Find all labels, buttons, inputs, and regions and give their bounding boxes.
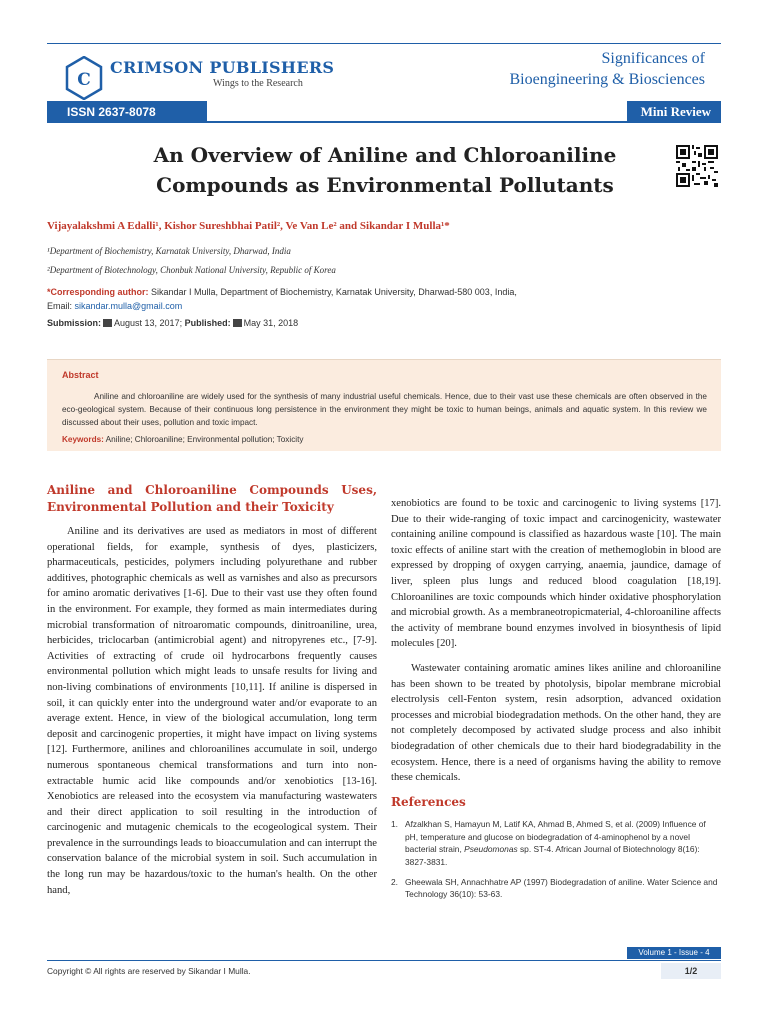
calendar-icon: [103, 319, 112, 327]
keywords-text: Aniline; Chloroaniline; Environmental pollution; Toxicity: [103, 435, 304, 444]
article-title-line2: Compounds as Environmental Pollutants: [156, 173, 614, 197]
reference-italic: Pseudomonas: [464, 844, 518, 855]
reference-text-end: sp. ST-4. African Journal of Biotechnology 8(16): 3827-3831.: [405, 844, 700, 867]
corresponding-author-label: *Corresponding author:: [47, 287, 149, 297]
crimson-logo-icon: [65, 56, 103, 100]
author-list: Vijayalakshmi A Edalli¹, Kishor Sureshbhai Patil², Ve Van Le² and Sikandar I Mulla¹*: [47, 220, 450, 232]
corresponding-author: [47, 285, 667, 313]
article-title-line1: An Overview of Aniline and Chloroaniline: [153, 143, 617, 167]
copyright-notice: Copyright © All rights are reserved by Sikandar I Mulla.: [47, 966, 251, 976]
abstract-heading: Abstract: [62, 370, 99, 380]
svg-text:C: C: [77, 70, 91, 90]
published-label: Published:: [184, 318, 231, 328]
article-title: [110, 140, 660, 200]
article-dates: [47, 318, 298, 328]
journal-name: [509, 48, 705, 90]
reference-text: Afzalkhan S, Hamayun M, Latif KA, Ahmad B, Ahmed S, et al. (2009) Influence of pH, temperature and glucose on biodegradation of 4-aminophenol by a novel bacterial strain,: [405, 819, 706, 855]
body-paragraph: xenobiotics are found to be toxic and carcinogenic to living systems [17]. Due to their wide-ranging of toxic impact and carcinogenicity, wastewater containing aniline compound is classified as hazardous waste [10]. The main toxic effects of aniline start with the creation of methemoglobin in blood are expressed by dropping of oxygen carrying, anaemia, jaundice, damage of liver, spleen plus lungs and reduced blood coagulation [18,19]. Chloroanilines are toxic compounds which hinder oxidative phosphorylation and microbial growth. As a membraneotropicmaterial, 4-chloroaniline affects the activity of membrane bound enzymes involved in biosynthesis of lipid molecules [20].: [391, 498, 721, 650]
references-heading: References: [391, 794, 466, 809]
affiliation-1: ¹Department of Biochemistry, Karnatak University, Dharwad, India: [47, 246, 291, 256]
submission-label: Submission:: [47, 318, 102, 328]
left-column: [47, 482, 377, 907]
affiliation-2: ²Department of Biotechnology, Chonbuk National University, Republic of Korea: [47, 265, 336, 275]
journal-name-line1: Significances of: [601, 50, 705, 67]
published-date: May 31, 2018: [243, 318, 299, 328]
body-paragraph: Wastewater containing aromatic amines likes aniline and chloroaniline has been shown to be treated by photolysis, bipolar membrane microbial electrolysis cell-Fenton system, resin adsorption, advanced oxidation processes and microbial biodegradation methods. On the other hand, they are not completely decomposed by activated sludge process and also inhibit biodegradation of other chemicals due to their hard biodegradability in the ecosystem. Hence, there is a need of organisms having the ability to remove these chemicals.: [391, 662, 721, 784]
volume-issue-label: Volume 1 - Issue - 4: [627, 947, 721, 959]
keywords: [62, 435, 304, 444]
publisher-brand: CRIMSON PUBLISHERS: [110, 58, 335, 77]
journal-name-line2: Bioengineering & Biosciences: [509, 71, 705, 88]
reference-number: 1.: [391, 819, 398, 830]
bar-spacer: [207, 101, 627, 123]
calendar-icon: [233, 319, 242, 327]
body-paragraph: Aniline and its derivatives are used as mediators in most of different operational fields, for example, synthesis of dyes, plasticizers, pharmaceuticals, pesticides, polymers including polyurethane and rubber additives, photographic chemicals as well as varnishes and also as precursors for amino aromatic derivatives [1-6]. Due to their vast use they often found in the environment. For example, they formed as main intermediates during microbial transformation of nitroaromatic compounds, dinitroaniline, urea, herbicides, triclocarban (antimicrobial agent) and nitropyrenes etc., [7-9]. Activities of extracting of crude oil hydrocarbons frequently causes environmental pollution which might leads to unsafe results for living and non-living combinations of environments [10,11]. If aniline is dispersed in soil, it can quickly enter into the underground water and/or evaporate to an average extent. Hence, in view of the biological accumulation, long term deposit and carcinogenic properties, it might have impact on living systems [12]. Furthermore, anilines and chloroanilines accumulate in soil, undergo numerous spontaneous chemical transformations and turn into non-extractable humic acid like compounds and/or xenobiotics [13-16]. Xenobiotics are released into the ecosystem via manufacturing wastewaters and their direct application to soil resulting in the introduction of carcinogenic and mutagenic chemicals to the ecogeological system. Their prevalence in the surroundings leads to bioaccumulation and can interrupt the conservation balance of the microbial system in soil. Such accumulation in the long run may be hazardous/toxic to the human's health. On the other hand,: [47, 526, 377, 896]
page-number: 1/2: [661, 963, 721, 979]
reference-number: 2.: [391, 876, 398, 887]
issn-label: ISSN 2637-8078: [47, 101, 207, 123]
corresponding-author-text: Sikandar I Mulla, Department of Biochemistry, Karnatak University, Dharwad-580 003, India,: [148, 287, 517, 297]
journal-header: [47, 43, 721, 101]
article-type-label: Mini Review: [640, 104, 711, 119]
section-heading: Aniline and Chloroaniline Compounds Uses, Environmental Pollution and their Toxicity: [47, 483, 377, 514]
reference-text: Gheewala SH, Annachhatre AP (1997) Biodegradation of aniline. Water Science and Technology 36(10): 53-63.: [405, 876, 718, 900]
email-link[interactable]: sikandar.mulla@gmail.com: [74, 301, 183, 311]
reference-item: [391, 818, 721, 868]
abstract-text: Aniline and chloroaniline are widely used for the synthesis of many industrial useful chemicals. Hence, due to their vast use these chemicals are often observed in the eco-geological system. Because of their continuous long persistence in the environment they might be toxic to human beings, animals and aquatic system. In this review we discussed about their uses, pollution and toxic impact.: [62, 392, 707, 427]
submission-date: August 13, 2017;: [114, 318, 183, 328]
issn-bar: [47, 101, 721, 123]
abstract-box: [47, 359, 721, 451]
footer-divider: [47, 960, 721, 961]
email-label: Email:: [47, 301, 75, 311]
right-column: [391, 496, 721, 909]
reference-item: [391, 876, 721, 901]
publisher-tagline: Wings to the Research: [213, 78, 303, 89]
keywords-label: Keywords:: [62, 435, 104, 444]
qr-code-icon[interactable]: [676, 145, 718, 187]
